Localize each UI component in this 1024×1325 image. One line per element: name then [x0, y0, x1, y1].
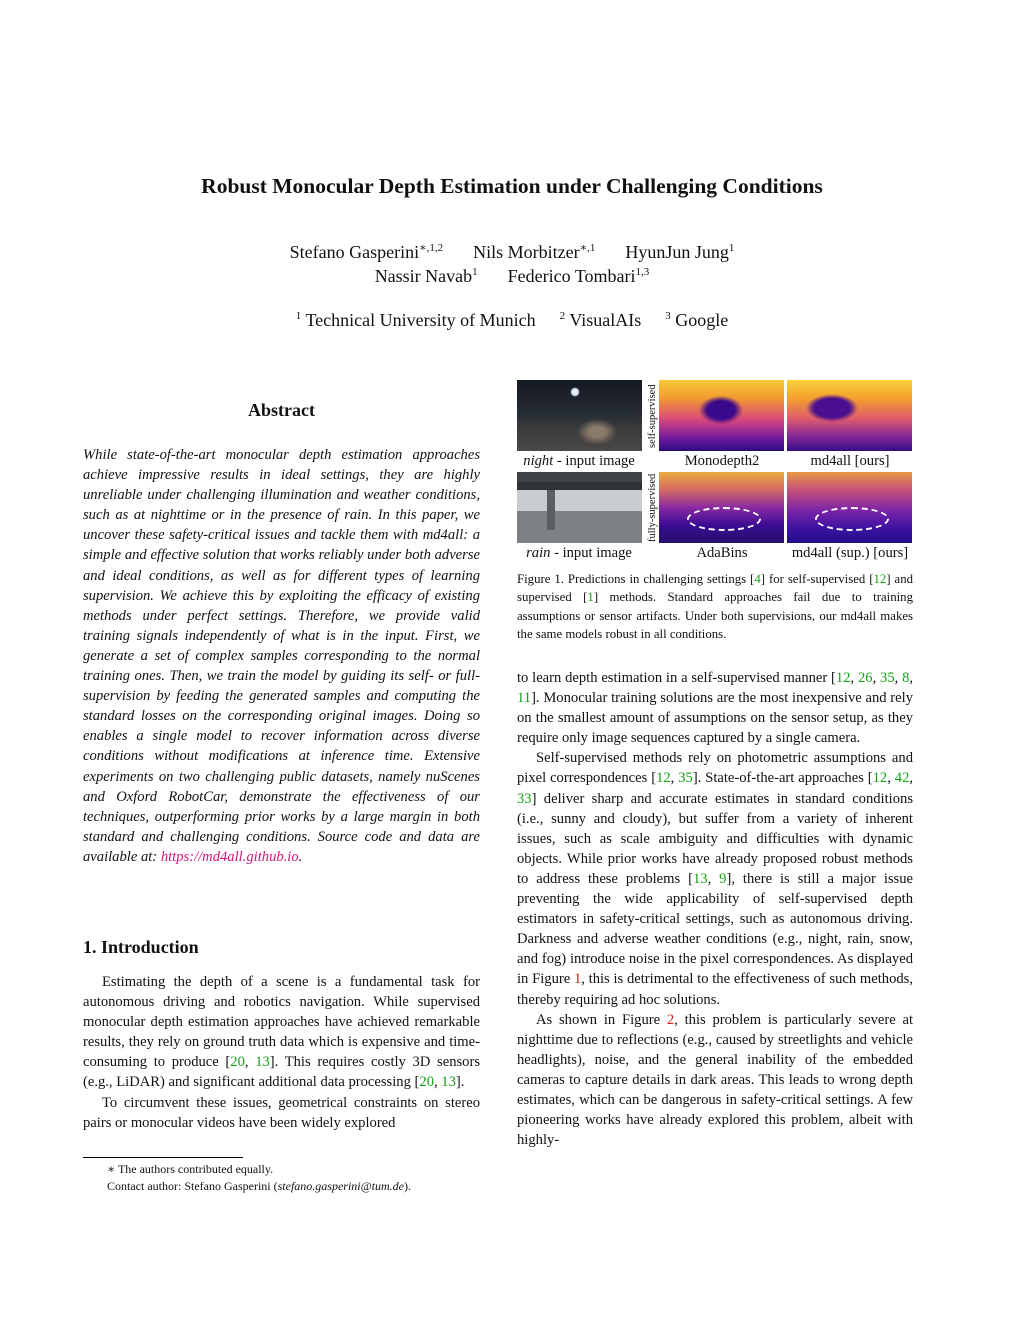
- citation-link[interactable]: 12: [835, 670, 851, 686]
- affil-sup: 2: [559, 310, 566, 322]
- paragraph-text: Self-supervised methods rely on photometric assumptions and pixel correspondences [: [517, 750, 913, 787]
- author-sup: 1,3: [635, 266, 650, 278]
- figure-caption-label: night - input image: [523, 453, 635, 469]
- paragraph: to learn depth estimation in a self-supervised manner [12, 26, 35, 8, 11]. Monocular training solutions are the most inexpensive and rely on the smallest amount of assumptions on the sensor setup, as they require only image sequences captured by a single camera.: [517, 670, 914, 747]
- citation-link[interactable]: 20: [230, 1054, 245, 1071]
- figure-ref-link[interactable]: 1: [573, 971, 582, 988]
- section-heading: 1. Introduction: [83, 937, 199, 957]
- footnote: [83, 1161, 480, 1195]
- highlight-ellipse: [687, 507, 761, 531]
- rain-input-image: [517, 472, 642, 543]
- paragraph-text: Estimating the depth of a scene is a fundamental task for autonomous driving and robotics navigation. While supervised monocular depth estimation approaches have achieved remarkable results, they rely on ground truth data which is expensive and time-consuming to produce [: [83, 974, 480, 1071]
- author-name: Nils Morbitzer: [473, 242, 580, 262]
- author-name: Stefano Gasperini: [289, 242, 420, 262]
- caption-text: ] and supervised [: [517, 572, 914, 605]
- fully-supervised-label: fully-supervised: [647, 473, 658, 542]
- author-sup: ∗,1: [579, 242, 596, 254]
- figure-1-caption: [517, 570, 913, 644]
- paragraph-text: ].: [455, 1074, 465, 1091]
- author-name: Federico Tombari: [507, 266, 636, 286]
- abstract-text: While state-of-the-art monocular depth estimation approaches achieve impressive results in ideal settings, they are highly unreliable under challenging illumination and weather conditions, such as at nighttime or in the presence of rain. In this paper, we uncover these safety-critical issues and tackle them with md4all: a simple and effective solution that works reliably under both adverse and ideal conditions, as well as for different types of learning supervision. We achieve this by exploiting the efficacy of existing methods under perfect settings. Therefore, we provide valid training signals independently of what is in the input. First, we generate a set of complex samples corresponding to the normal training ones. Then, we train the model by guiding its self- or full-supervision by feeding the generated samples and computing the standard losses on the corresponding original images. Doing so enables a single model to recover information across diverse conditions without modifications at inference time. Extensive experiments on two challenging public datasets, namely nuScenes and Oxford RobotCar, demonstrate the effectiveness of our techniques, outperforming prior works by a large margin in both standard and challenging conditions. Source code and data are available at:: [83, 447, 480, 865]
- citation-link[interactable]: 9: [719, 870, 727, 887]
- affil-name: VisualAIs: [569, 310, 642, 330]
- caption-text: ] methods. Standard approaches fail due to training assumptions or sensor artifacts. Under both supervisions, our md4all makes the same models robust in all conditions.: [517, 590, 913, 642]
- figure-1: [517, 380, 913, 570]
- paragraph-text: ]. This requires costly 3D sensors (e.g., LiDAR) and significant additional data processing [: [83, 1054, 480, 1091]
- footnote-text: Contact author: Stefano Gasperini (: [107, 1179, 278, 1193]
- citation-link[interactable]: 4: [754, 572, 761, 586]
- paragraph: To circumvent these issues, geometrical constraints on stereo pairs or monocular videos have been widely explored: [83, 1094, 480, 1131]
- footnote-rule: [83, 1157, 243, 1158]
- citation-link[interactable]: 26: [857, 670, 873, 686]
- author-name: HyunJun Jung: [625, 242, 729, 262]
- citation-link[interactable]: 13: [255, 1054, 270, 1071]
- citation-link[interactable]: 42: [894, 770, 910, 787]
- paragraph-text: to learn depth estimation in a self-supervised manner [: [517, 670, 836, 686]
- citation-link[interactable]: 13: [441, 1074, 456, 1091]
- authors-line-1: [0, 240, 1024, 264]
- figure-caption-label: md4all (sup.) [ours]: [791, 545, 909, 561]
- highlight-ellipse: [815, 507, 889, 531]
- citation-link[interactable]: 33: [517, 790, 532, 807]
- author-sup: ∗,1,2: [419, 242, 444, 254]
- citation-link[interactable]: 1: [587, 590, 594, 605]
- paper-title: Robust Monocular Depth Estimation under Challenging Conditions: [201, 174, 823, 198]
- figure-caption-label: md4all [ours]: [810, 453, 890, 469]
- caption-text: ] for self-supervised [: [760, 572, 874, 586]
- paragraph-text: ] deliver sharp and accurate estimates in standard conditions (i.e., sunny and cloudy), but suffer from a variety of inherent issues, such as scale ambiguity and difficulties with dynamic objects. While prior works have already proposed robust methods to address these problems [: [517, 790, 913, 887]
- project-link[interactable]: https://md4all.github.io: [160, 848, 299, 865]
- self-supervised-label: self-supervised: [647, 384, 658, 448]
- abstract-end: .: [298, 848, 303, 865]
- citation-link[interactable]: 8: [902, 670, 910, 686]
- paragraph: Estimating the depth of a scene is a fundamental task for autonomous driving and robotics navigation. While supervised monocular depth estimation approaches have achieved remarkable results, they rely on ground truth data which is expensive and time-consuming to produce [20, 13]. This requires costly 3D sensors (e.g., LiDAR) and significant additional data processing [20, 13].: [83, 974, 480, 1091]
- author-name: Nassir Navab: [374, 266, 473, 286]
- citation-link[interactable]: 35: [880, 670, 895, 686]
- abstract-heading: Abstract: [248, 400, 315, 420]
- monodepth2-depth-image: [659, 380, 784, 451]
- citation-link[interactable]: 12: [656, 770, 671, 787]
- citation-link[interactable]: 12: [873, 572, 887, 586]
- affil-sup: 3: [665, 310, 671, 322]
- paragraph-text: ], there is still a major issue preventing the wide applicability of self-supervised depth estimators in safety-critical settings, such as autonomous driving. Darkness and adverse weather conditions (e.g., night, rain, snow, and fog) introduce noise in the pixel correspondences. As displayed in Figure: [517, 870, 914, 988]
- affil-sup: 1: [295, 310, 302, 322]
- figure-caption-label: rain - input image: [526, 545, 632, 561]
- citation-link[interactable]: 12: [872, 770, 888, 787]
- figure-caption-label: AdaBins: [696, 545, 748, 561]
- paragraph-text: , this problem is particularly severe at nighttime due to reflections (e.g., caused by streetlights and vehicle headlights), noise, and the general inability of the embedded cameras to capture details in dark areas. This leads to wrong depth estimates, which can be dangerous in safety-critical settings. A few pioneering works have already explored this problem, albeit with highly-: [517, 1011, 914, 1149]
- md4all-depth-image: [787, 380, 912, 451]
- introduction-body: [83, 972, 480, 1133]
- authors-line-2: [0, 264, 1024, 288]
- paragraph-text: ]. State-of-the-art approaches [: [692, 770, 873, 787]
- citation-link[interactable]: 13: [692, 870, 708, 887]
- author-sup: 1: [728, 242, 735, 254]
- paragraph-text: As shown in Figure: [536, 1011, 667, 1028]
- paragraph: [517, 1010, 913, 1151]
- right-column-body: [517, 668, 913, 1150]
- citation-link[interactable]: 11: [517, 690, 532, 707]
- footnote-equal-contribution: ∗ The authors contributed equally.: [107, 1162, 274, 1176]
- affil-name: Technical University of Munich: [305, 310, 536, 330]
- paragraph-text: ]. Monocular training solutions are the most inexpensive and rely on the smallest amount of assumptions on the sensor setup, as they require only image sequences captured by a single camera.: [517, 690, 913, 747]
- footnote-contact: [83, 1178, 480, 1195]
- night-input-image: [517, 380, 642, 451]
- md4all-sup-depth-image: [787, 472, 912, 543]
- paragraph-text: , this is detrimental to the effectiveness of such methods, thereby requiring ad hoc solutions.: [517, 971, 913, 1008]
- affiliations: [0, 310, 1024, 331]
- figure-ref-link[interactable]: 2: [666, 1011, 675, 1028]
- citation-link[interactable]: 35: [678, 770, 693, 787]
- caption-text: Figure 1. Predictions in challenging settings [: [517, 572, 755, 586]
- footnote-text: ).: [404, 1179, 411, 1193]
- figure-caption-label: Monodepth2: [684, 453, 760, 469]
- author-sup: 1: [472, 266, 478, 278]
- abstract-body: [83, 445, 480, 867]
- adabins-depth-image: [659, 472, 784, 543]
- paragraph: Self-supervised methods rely on photometric assumptions and pixel correspondences [12, 35]. State-of-the-art approaches [12, 42, 33] deliver sharp and accurate estimates in standard conditions (i.e., sunny and cloudy), but suffer from a variety of inherent issues, such as scale ambiguity and difficulties with dynamic objects. While prior works have already proposed robust methods to address these problems [13, 9], there is still a major issue preventing the wide applicability of self-supervised depth estimators in safety-critical settings, such as autonomous driving. Darkness and adverse weather conditions (e.g., night, rain, snow, and fog) introduce noise in the pixel correspondences. As displayed in Figure 1, this is detrimental to the effectiveness of such methods, thereby requiring ad hoc solutions.: [517, 750, 914, 1008]
- affil-name: Google: [675, 310, 729, 330]
- citation-link[interactable]: 20: [419, 1074, 434, 1091]
- contact-email[interactable]: stefano.gasperini@tum.de: [277, 1179, 404, 1193]
